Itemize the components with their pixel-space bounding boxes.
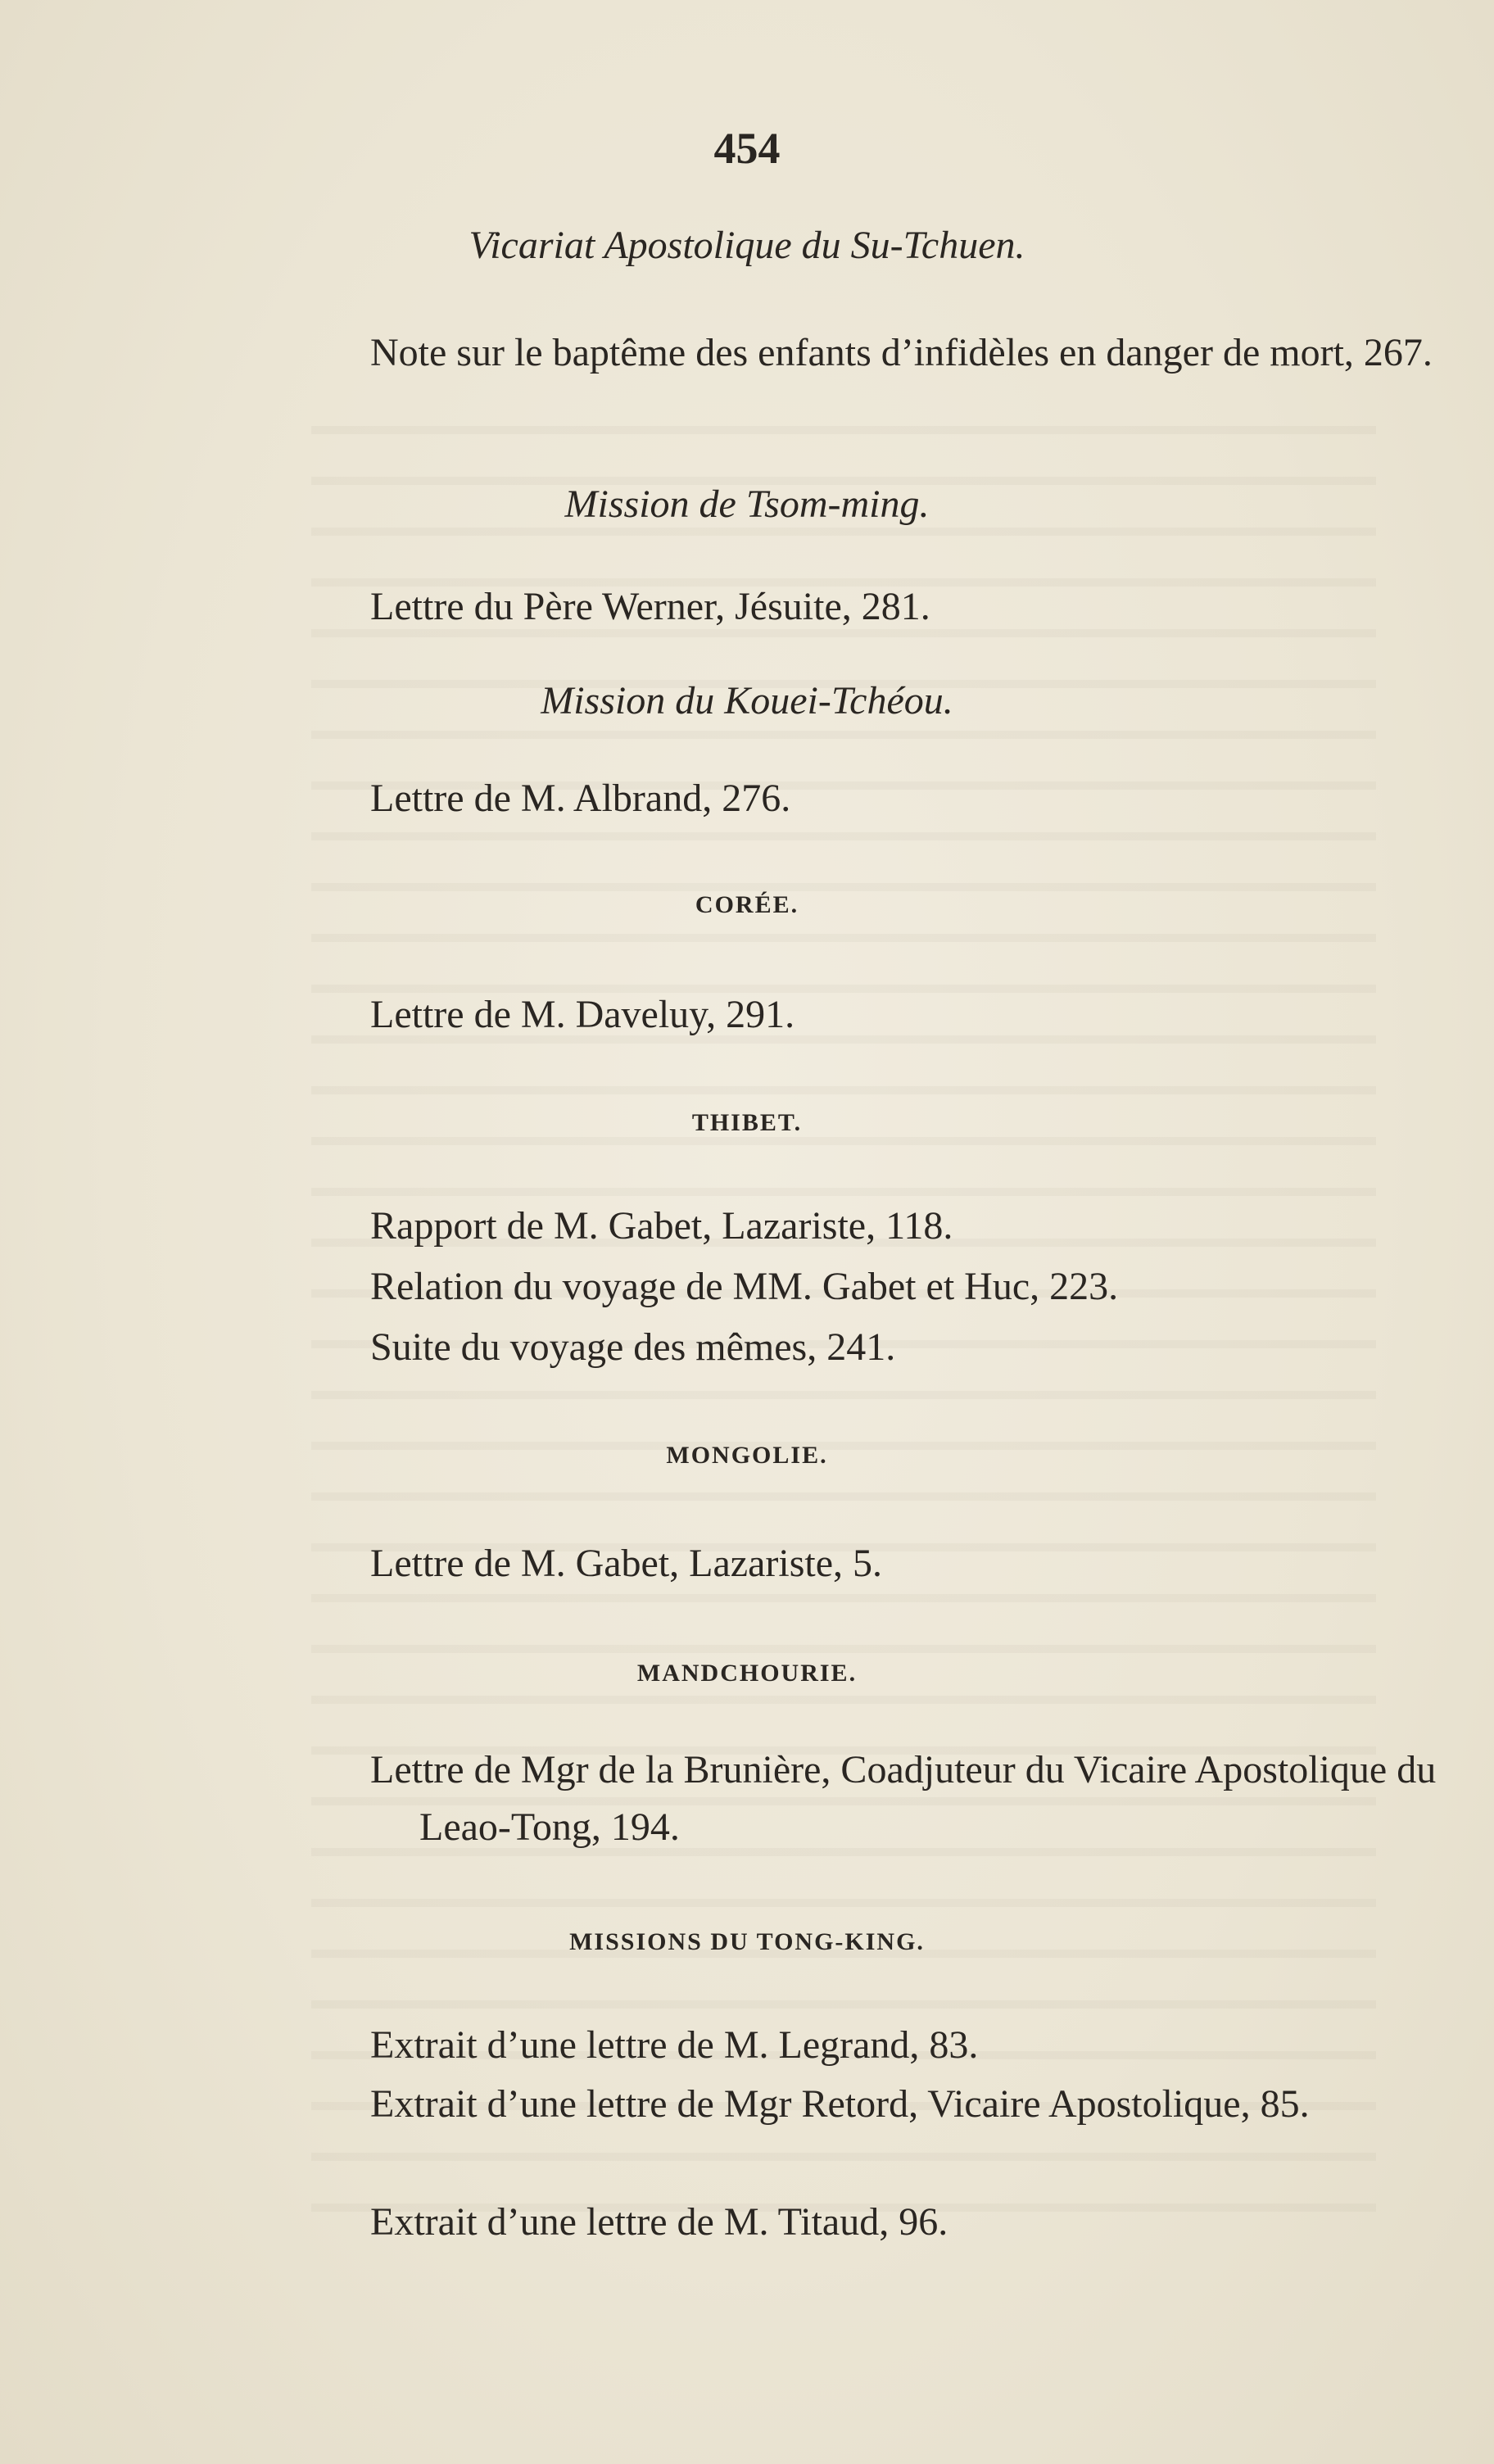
section-heading-mandchourie: MANDCHOURIE.	[636, 1660, 858, 1687]
section-heading-su-tchuen: Vicariat Apostolique du Su-Tchuen.	[469, 224, 1025, 267]
section-heading-thibet: THIBET.	[691, 1109, 803, 1136]
entry-tong-king-2: Extrait d’une lettre de Mgr Retord, Vicaire Apostolique, 85.	[370, 2082, 1310, 2126]
entry-mandchourie-1: Lettre de Mgr de la Brunière, Coadjuteur du Vicaire Apostolique du Leao-Tong, 194.	[370, 1748, 1437, 1849]
page-number: 454	[713, 124, 781, 173]
section-heading-coree: CORÉE.	[695, 891, 799, 918]
entry-coree-1: Lettre de M. Daveluy, 291.	[370, 993, 795, 1036]
entry-tong-king-3: Extrait d’une lettre de M. Titaud, 96.	[370, 2200, 948, 2244]
entry-thibet-1: Rapport de M. Gabet, Lazariste, 118.	[370, 1204, 953, 1248]
section-heading-kouei-tcheou: Mission du Kouei-Tchéou.	[541, 679, 953, 722]
section-heading-tong-king: MISSIONS DU TONG-KING.	[569, 1928, 925, 1955]
entry-su-tchuen-1: Note sur le baptême des enfants d’infidèles en danger de mort, 267.	[370, 331, 1433, 374]
section-heading-tsom-ming: Mission de Tsom-ming.	[564, 482, 930, 526]
entry-thibet-2: Relation du voyage de MM. Gabet et Huc, 223.	[370, 1265, 1119, 1308]
section-heading-mongolie: MONGOLIE.	[666, 1442, 828, 1469]
entry-tong-king-1: Extrait d’une lettre de M. Legrand, 83.	[370, 2023, 979, 2067]
entry-kouei-tcheou-1: Lettre de M. Albrand, 276.	[370, 777, 791, 820]
entry-tsom-ming-1: Lettre du Père Werner, Jésuite, 281.	[370, 585, 930, 628]
entry-thibet-3: Suite du voyage des mêmes, 241.	[370, 1325, 896, 1369]
entry-mongolie-1: Lettre de M. Gabet, Lazariste, 5.	[370, 1542, 883, 1585]
